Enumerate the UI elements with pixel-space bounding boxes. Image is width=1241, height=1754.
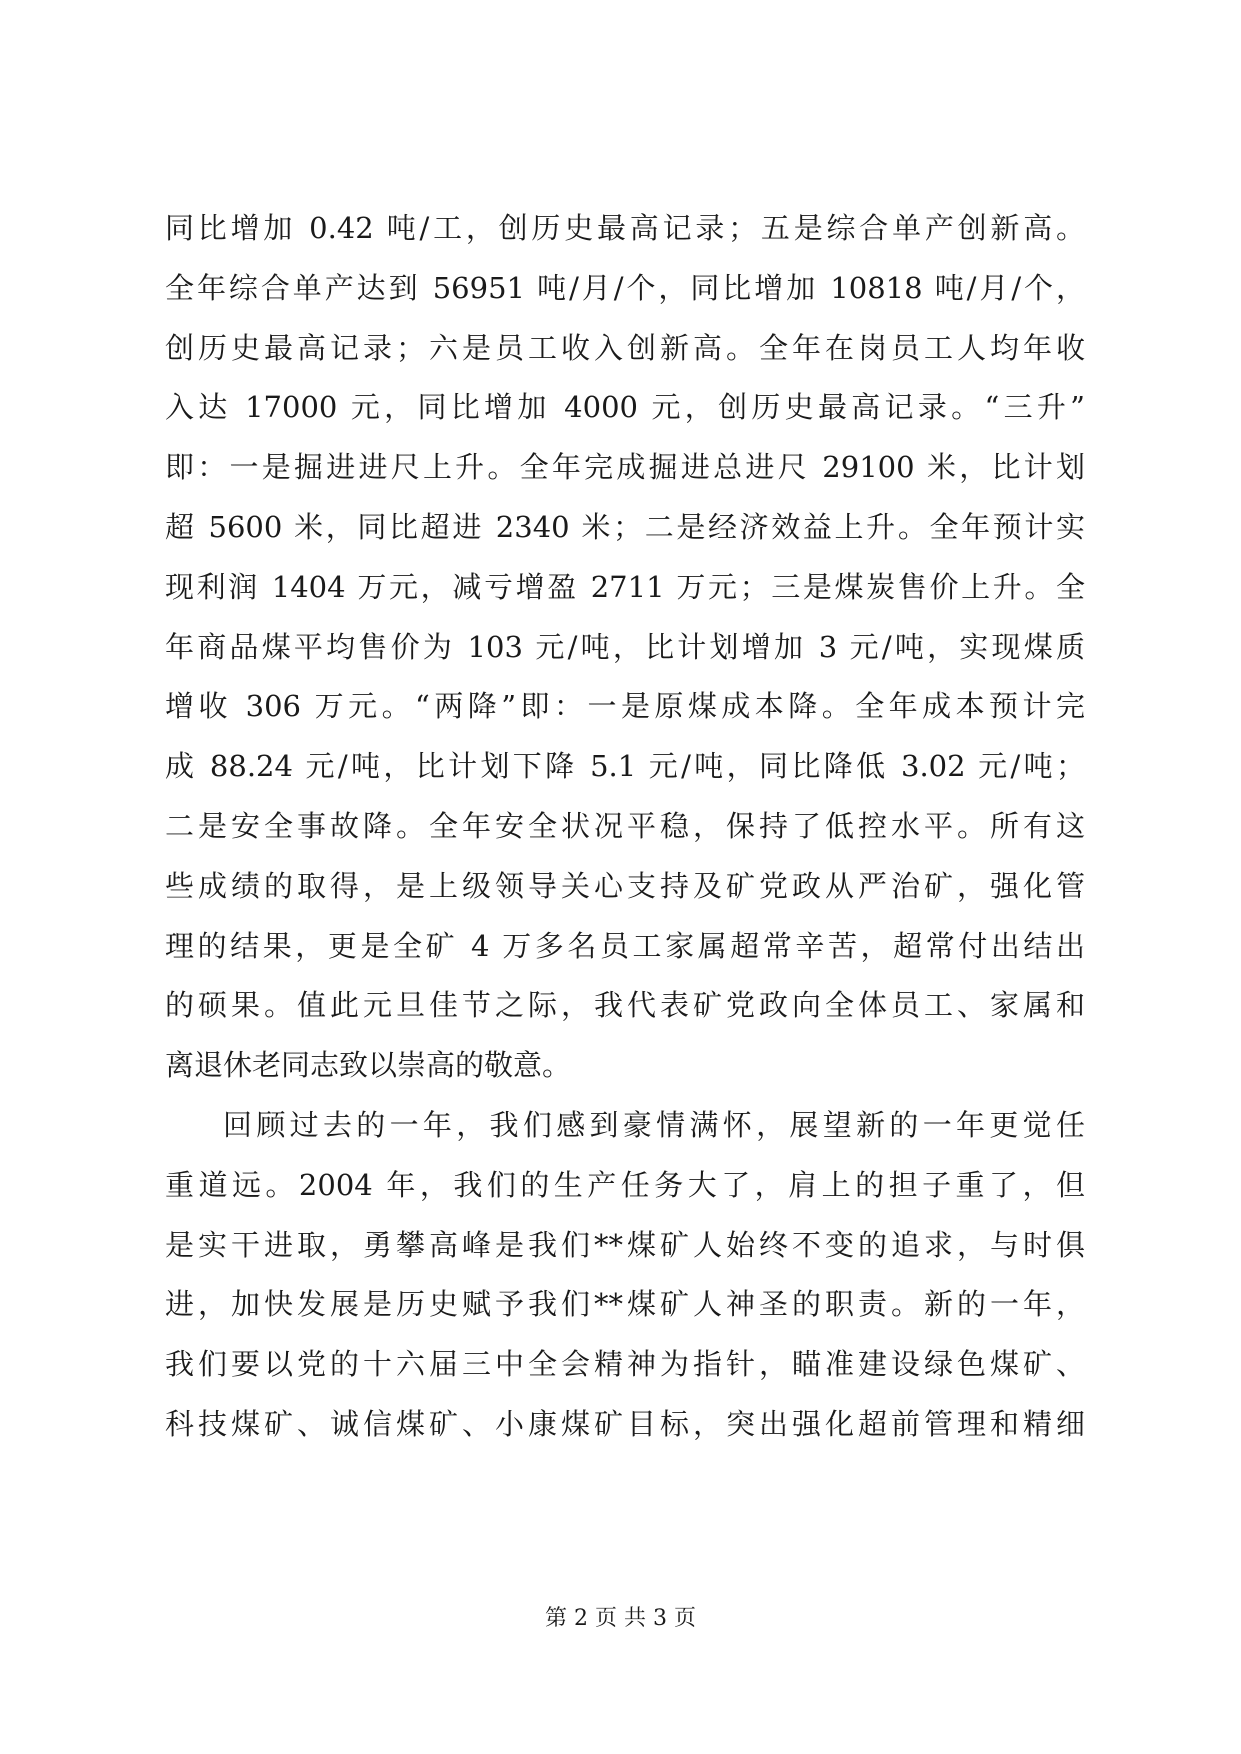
text-line-paragraph-end: 离退休老同志致以崇高的敬意。 xyxy=(165,1048,572,1083)
text-line: 现利润 1404 万元，减亏增盈 2711 万元；三是煤炭售价上升。全 xyxy=(165,569,1085,604)
text-line: 科技煤矿、诚信煤矿、小康煤矿目标，突出强化超前管理和精细 xyxy=(165,1406,1085,1441)
text-line: 超 5600 米，同比超进 2340 米；二是经济效益上升。全年预计实 xyxy=(165,509,1085,544)
text-line: 些成绩的取得，是上级领导关心支持及矿党政从严治矿，强化管 xyxy=(165,868,1085,903)
text-line: 全年综合单产达到 56951 吨/月/个，同比增加 10818 吨/月/个， xyxy=(165,270,1085,305)
text-line: 即：一是掘进进尺上升。全年完成掘进总进尺 29100 米，比计划 xyxy=(165,450,1085,485)
text-line: 同比增加 0.42 吨/工，创历史最高记录；五是综合单产创新高。 xyxy=(165,211,1085,245)
text-line: 是实干进取，勇攀高峰是我们**煤矿人始终不变的追求，与时俱 xyxy=(165,1227,1085,1262)
text-line: 我们要以党的十六届三中全会精神为指针，瞄准建设绿色煤矿、 xyxy=(165,1347,1085,1382)
page-number-footer: 第 2 页 共 3 页 xyxy=(545,1606,696,1631)
text-line: 创历史最高记录；六是员工收入创新高。全年在岗员工人均年收 xyxy=(165,330,1085,365)
text-line-paragraph-start: 回顾过去的一年，我们感到豪情满怀，展望新的一年更觉任 xyxy=(223,1107,1085,1142)
text-line: 年商品煤平均售价为 103 元/吨，比计划增加 3 元/吨，实现煤质 xyxy=(165,629,1085,664)
text-line: 的硕果。值此元旦佳节之际，我代表矿党政向全体员工、家属和 xyxy=(165,988,1085,1023)
text-line: 理的结果，更是全矿 4 万多名员工家属超常辛苦，超常付出结出 xyxy=(165,928,1085,963)
text-line: 重道远。2004 年，我们的生产任务大了，肩上的担子重了，但 xyxy=(165,1167,1085,1202)
text-line: 增收 306 万元。“两降”即：一是原煤成本降。全年成本预计完 xyxy=(165,689,1085,724)
text-line: 二是安全事故降。全年安全状况平稳，保持了低控水平。所有这 xyxy=(165,808,1085,843)
text-line: 入达 17000 元，同比增加 4000 元，创历史最高记录。“三升” xyxy=(165,390,1085,425)
body-text xyxy=(165,199,1085,1455)
text-line: 成 88.24 元/吨，比计划下降 5.1 元/吨，同比降低 3.02 元/吨； xyxy=(165,749,1085,784)
text-line: 进，加快发展是历史赋予我们**煤矿人神圣的职责。新的一年， xyxy=(165,1287,1085,1322)
